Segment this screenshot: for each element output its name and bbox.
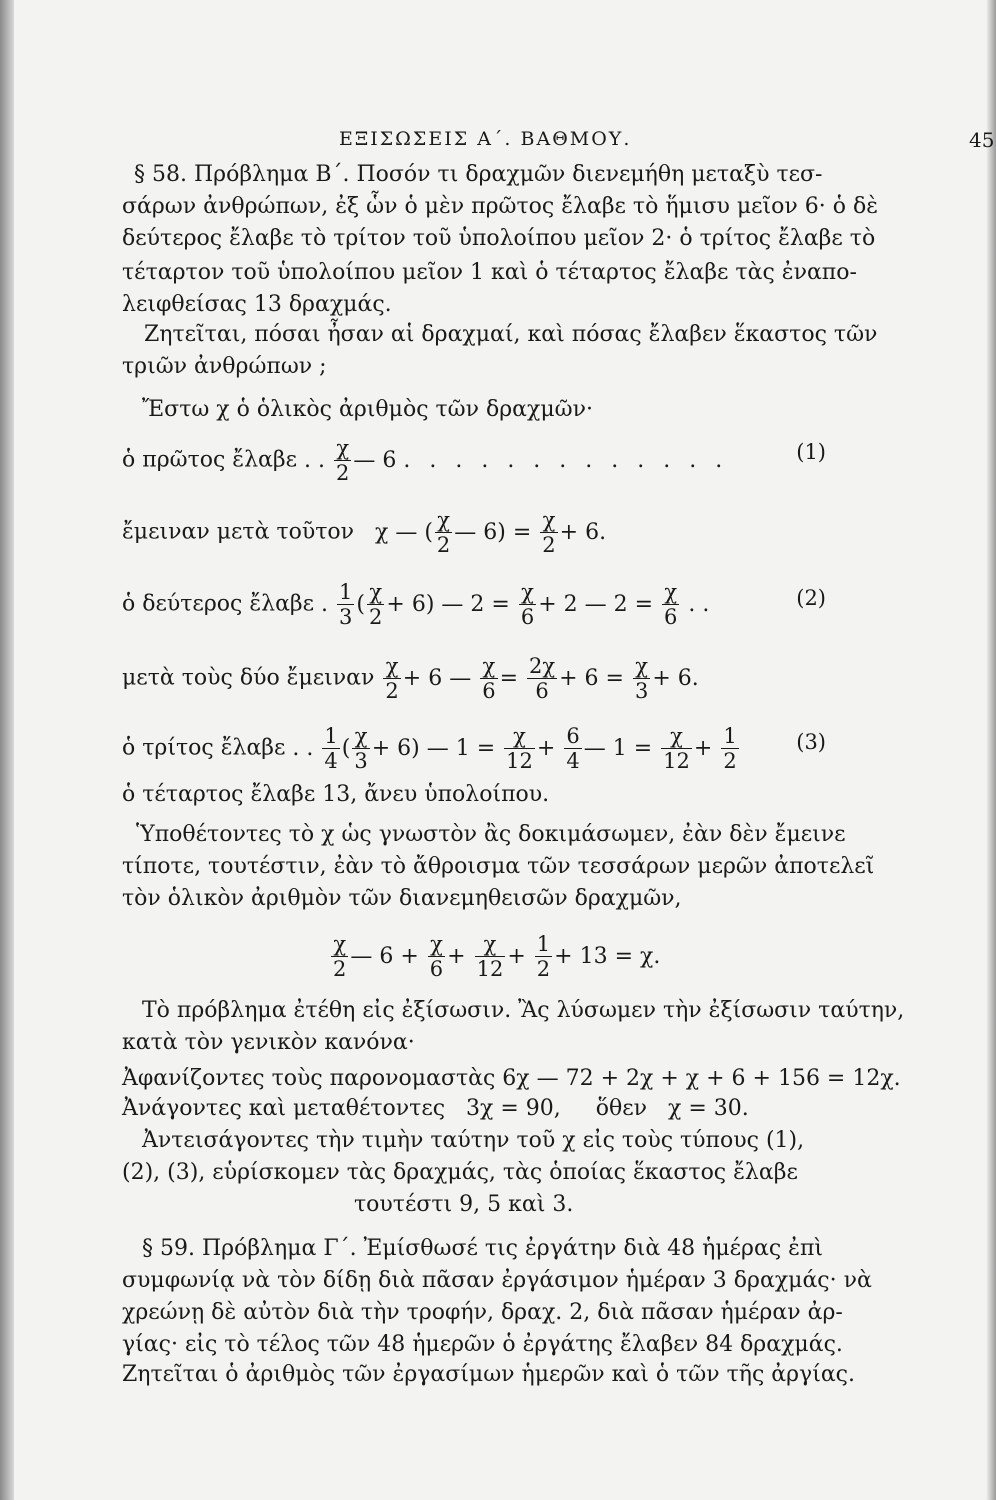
equation-5	[122, 724, 822, 773]
p58-line-8: Ἔστω χ ὁ ὁλικὸς ἀριθμὸς τῶν δραχμῶν·	[142, 397, 593, 422]
page-right-edge	[986, 0, 996, 1500]
para-line-4: Τὸ πρόβλημα ἐτέθη εἰς ἐξίσωσιν. Ἂς λύσωμεν τὴν ἐξίσωσιν ταύτην,	[142, 998, 905, 1023]
p58-line-6: Ζητεῖται, πόσαι ἦσαν αἱ δραχμαί, καὶ πόσας ἔλαβεν ἕκαστος τῶν	[144, 322, 878, 347]
para-line-3: τὸν ὁλικὸν ἀριθμὸν τῶν διανεμηθεισῶν δραχμῶν,	[122, 886, 682, 911]
p59-line-5: Ζητεῖται ὁ ἀριθμὸς τῶν ἐργασίμων ἡμερῶν καὶ ὁ τῶν τῆς ἀργίας.	[122, 1362, 855, 1387]
equation-4-expr: $\frac{\chi}{2}$ + 6 — $\frac{\chi}{6}$ = $\frac{2\chi}{6}$ + 6 = $\frac{\chi}{3}$ + 6.	[385, 654, 699, 703]
para-line-7a: Ἀνάγοντες καὶ μεταθέτοντες	[122, 1096, 446, 1121]
page-left-edge	[0, 0, 14, 1500]
p59-line-2: συμφωνίᾳ νὰ τὸν δίδῃ διὰ πᾶσαν ἐργάσιμον ἡμέραν 3 δραχμάς· νὰ	[122, 1268, 872, 1293]
p58-line-1: § 58. Πρόβλημα Β΄. Ποσόν τι δραχμῶν διενεμήθη μεταξὺ τεσ-	[134, 162, 823, 187]
para-line-8: Ἀντεισάγοντες τὴν τιμὴν ταύτην τοῦ χ εἰς τοὺς τύπους (1),	[142, 1128, 805, 1153]
equation-1-expr: . . $\frac{\chi}{2}$ — 6 . . . . . . . . . . . . .	[304, 436, 729, 485]
para-line-7c: ὅθεν	[595, 1096, 648, 1121]
equation-1	[122, 436, 822, 485]
running-header: ΕΞΙΣΩΣΕΙΣ Α΄. ΒΑΘΜΟΥ.	[339, 128, 632, 150]
page-number: 45	[969, 128, 995, 152]
equation-3-tag: (2)	[796, 586, 826, 610]
para-line-7d: χ = 30.	[668, 1096, 749, 1121]
para-line-9: (2), (3), εὑρίσκομεν τὰς δραχμάς, τὰς ὁποίας ἕκαστος ἔλαβε	[122, 1160, 798, 1185]
equation-4-label: μετὰ τοὺς δύο ἔμειναν	[122, 665, 375, 691]
p58-line-2: σάρων ἀνθρώπων, ἐξ ὧν ὁ μὲν πρῶτος ἔλαβε τὸ ἥμισυ μεῖον 6· ὁ δὲ	[122, 194, 879, 219]
equation-3	[122, 580, 822, 629]
para-line-1: Ὑποθέτοντες τὸ χ ὡς γνωστὸν ἂς δοκιμάσωμεν, ἐὰν δὲν ἔμεινε	[136, 822, 846, 847]
p59-line-4: γίας· εἰς τὸ τέλος τῶν 48 ἡμερῶν ὁ ἐργάτης ἔλαβεν 84 δραχμάς.	[122, 1332, 843, 1357]
p59-line-1: § 59. Πρόβλημα Γ΄. Ἐμίσθωσέ τις ἐργάτην διὰ 48 ἡμέρας ἐπὶ	[142, 1236, 824, 1261]
main-equation: $\frac{\chi}{2}$ — 6 + $\frac{\chi}{6}$ + $\frac{\chi}{12}$ + $\frac{1}{2}$ + 13 = χ.	[333, 932, 661, 981]
equation-3-label: ὁ δεύτερος ἔλαβε	[122, 591, 315, 617]
equation-4	[122, 654, 822, 703]
equation-3-expr: . $\frac{1}{3}$ ( $\frac{\chi}{2}$ + 6) — 2 = $\frac{\chi}{6}$ + 2 — 2 = $\frac{\chi}{6}$ . .	[321, 580, 710, 629]
p58-line-5: λειφθείσας 13 δραχμάς.	[122, 292, 392, 317]
para-line-10: τουτέστι 9, 5 καὶ 3.	[354, 1192, 574, 1217]
fourth-share-line: ὁ τέταρτος ἔλαβε 13, ἄνευ ὑπολοίπου.	[122, 782, 550, 807]
equation-5-label: ὁ τρίτος ἔλαβε	[122, 735, 286, 761]
equation-5-expr: . . $\frac{1}{4}$ ( $\frac{\chi}{3}$ + 6) — 1 = $\frac{\chi}{12}$ + $\frac{6}{4}$ — 1 = $\frac{\chi}{12}$ + $\frac{1}{2}$	[292, 724, 737, 773]
para-line-6: Ἀφανίζοντες τοὺς παρονομαστὰς 6χ — 72 + 2χ + χ + 6 + 156 = 12χ.	[122, 1066, 901, 1091]
p58-line-3: δεύτερος ἔλαβε τὸ τρίτον τοῦ ὑπολοίπου μεῖον 2· ὁ τρίτος ἔλαβε τὸ	[122, 226, 876, 251]
equation-2-label: ἔμειναν μετὰ τοῦτον	[122, 519, 355, 545]
p59-line-3: χρεώνῃ δὲ αὐτὸν διὰ τὴν τροφήν, δραχ. 2, διὰ πᾶσαν ἡμέραν ἀρ-	[122, 1300, 843, 1325]
para-line-5: κατὰ τὸν γενικὸν κανόνα·	[122, 1030, 415, 1055]
p58-line-4: τέταρτον τοῦ ὑπολοίπου μεῖον 1 καὶ ὁ τέταρτος ἔλαβε τὰς ἐναπο-	[122, 260, 857, 285]
equation-1-tag: (1)	[796, 440, 826, 464]
equation-2-expr: χ — ( $\frac{\chi}{2}$ — 6) = $\frac{\chi}{2}$ + 6.	[361, 508, 607, 557]
para-line-2: τίποτε, τουτέστιν, ἐὰν τὸ ἄθροισμα τῶν τεσσάρων μερῶν ἀποτελεῖ	[122, 854, 875, 879]
equation-1-label: ὁ πρῶτος ἔλαβε	[122, 447, 298, 473]
p58-line-7: τριῶν ἀνθρώπων ;	[122, 354, 327, 379]
para-line-7b: 3χ = 90,	[466, 1096, 561, 1121]
equation-2	[122, 508, 822, 557]
equation-5-tag: (3)	[796, 730, 826, 754]
para-line-7	[122, 1094, 822, 1124]
book-page	[14, 0, 996, 1500]
